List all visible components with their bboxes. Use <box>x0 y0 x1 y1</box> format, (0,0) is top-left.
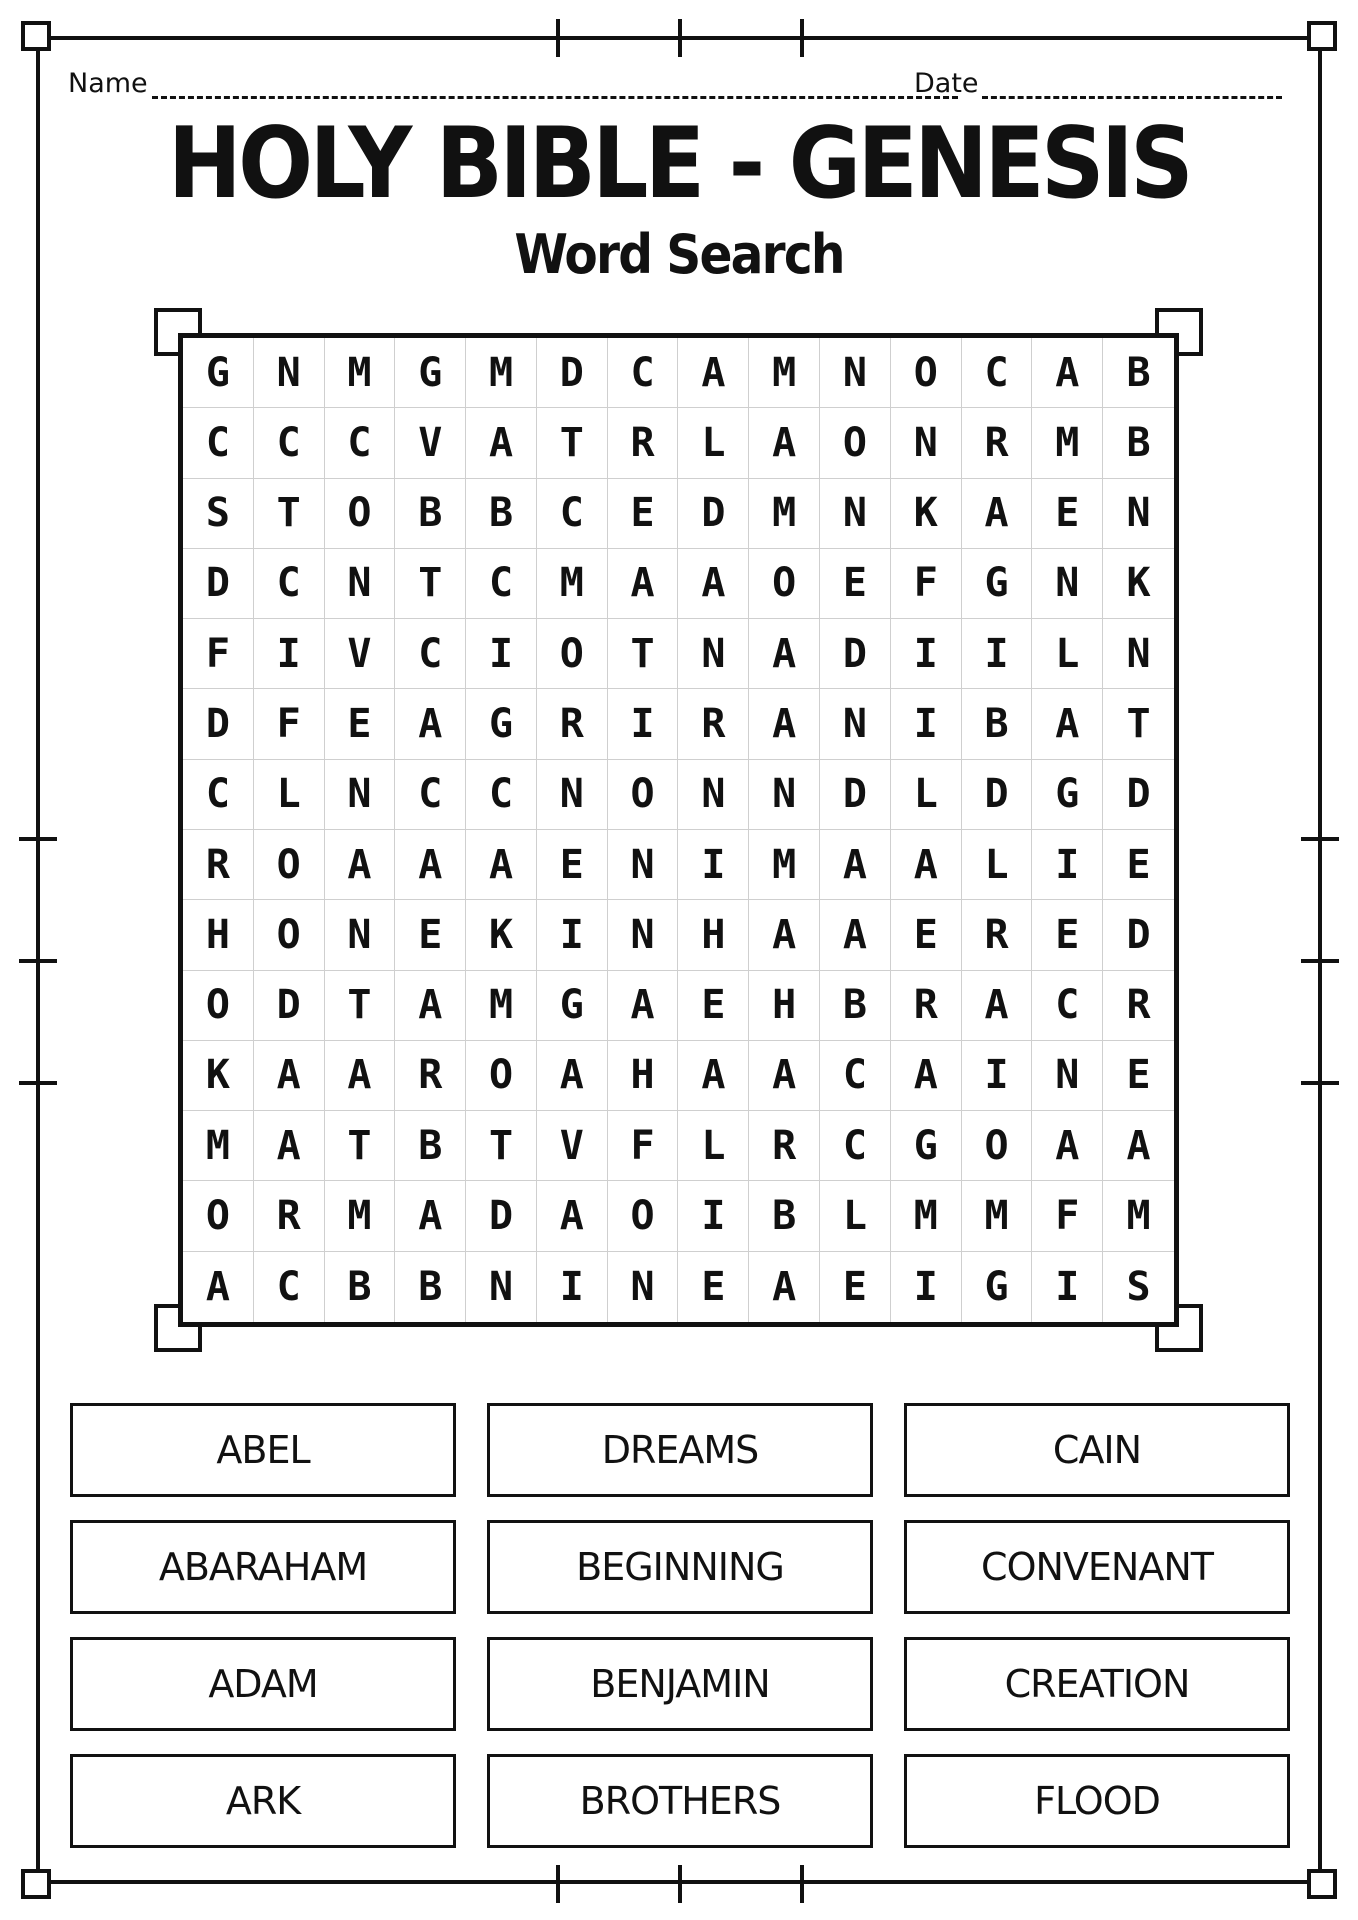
grid-cell[interactable]: E <box>395 900 466 970</box>
border-tick <box>19 1081 57 1085</box>
grid-cell[interactable]: C <box>820 1041 891 1111</box>
grid-cell[interactable]: T <box>254 479 325 549</box>
grid-cell[interactable]: A <box>254 1041 325 1111</box>
grid-cell[interactable]: E <box>1032 900 1103 970</box>
grid-cell[interactable]: A <box>962 971 1033 1041</box>
grid-cell[interactable]: C <box>608 338 679 408</box>
grid-cell[interactable]: M <box>466 338 537 408</box>
word-list-item: CONVENANT <box>904 1520 1290 1614</box>
grid-cell[interactable]: N <box>537 760 608 830</box>
grid-cell[interactable]: H <box>749 971 820 1041</box>
word-list-item: FLOOD <box>904 1754 1290 1848</box>
grid-cell[interactable]: C <box>183 760 254 830</box>
grid-cell[interactable]: R <box>1103 971 1174 1041</box>
grid-cell[interactable]: C <box>962 338 1033 408</box>
grid-cell[interactable]: G <box>466 689 537 759</box>
word-list-item: ABEL <box>70 1403 456 1497</box>
grid-cell[interactable]: C <box>254 408 325 478</box>
border-tick <box>556 19 560 57</box>
grid-cell[interactable]: O <box>254 900 325 970</box>
corner-square-top-right <box>1307 21 1337 51</box>
grid-cell[interactable]: I <box>962 619 1033 689</box>
corner-square-bottom-right <box>1307 1869 1337 1899</box>
grid-cell[interactable]: D <box>537 338 608 408</box>
grid-cell[interactable]: E <box>678 1252 749 1322</box>
grid-cell[interactable]: D <box>183 549 254 619</box>
word-list-item: BEGINNING <box>487 1520 873 1614</box>
grid-cell[interactable]: I <box>962 1041 1033 1111</box>
grid-cell[interactable]: A <box>891 830 962 900</box>
grid-cell[interactable]: L <box>820 1181 891 1251</box>
grid-cell[interactable]: E <box>678 971 749 1041</box>
grid-cell[interactable]: F <box>891 549 962 619</box>
grid-cell[interactable]: L <box>254 760 325 830</box>
grid-cell[interactable]: A <box>537 1041 608 1111</box>
grid-cell[interactable]: B <box>962 689 1033 759</box>
grid-cell[interactable]: V <box>537 1111 608 1181</box>
grid-cell[interactable]: D <box>1103 900 1174 970</box>
grid-cell[interactable]: O <box>537 619 608 689</box>
grid-cell[interactable]: D <box>962 760 1033 830</box>
grid-cell[interactable]: A <box>891 1041 962 1111</box>
grid-cell[interactable]: A <box>1032 689 1103 759</box>
grid-cell[interactable]: O <box>325 479 396 549</box>
grid-cell[interactable]: I <box>537 900 608 970</box>
grid-cell[interactable]: N <box>1103 619 1174 689</box>
border-tick <box>19 837 57 841</box>
grid-cell[interactable]: G <box>1032 760 1103 830</box>
grid-cell[interactable]: S <box>183 479 254 549</box>
grid-cell[interactable]: R <box>962 408 1033 478</box>
grid-cell[interactable]: A <box>395 689 466 759</box>
grid-cell[interactable]: E <box>820 1252 891 1322</box>
grid-cell[interactable]: A <box>749 900 820 970</box>
grid-cell[interactable]: N <box>608 900 679 970</box>
grid-cell[interactable]: A <box>1032 1111 1103 1181</box>
grid-cell[interactable]: M <box>466 971 537 1041</box>
grid-cell[interactable]: H <box>183 900 254 970</box>
grid-cell[interactable]: D <box>678 479 749 549</box>
grid-cell[interactable]: T <box>325 1111 396 1181</box>
grid-cell[interactable]: R <box>608 408 679 478</box>
grid-cell[interactable]: S <box>1126 1263 1151 1310</box>
grid-cell[interactable]: N <box>678 760 749 830</box>
grid-cell[interactable]: A <box>1103 1111 1174 1181</box>
grid-cell[interactable]: B <box>749 1181 820 1251</box>
grid-cell[interactable]: F <box>1032 1181 1103 1251</box>
grid-cell[interactable]: C <box>395 760 466 830</box>
grid-cell[interactable]: H <box>608 1041 679 1111</box>
grid-cell[interactable]: G <box>962 1252 1033 1322</box>
grid-cell[interactable]: A <box>749 1041 820 1111</box>
grid-cell[interactable]: B <box>325 1252 396 1322</box>
date-field[interactable] <box>982 96 1282 99</box>
grid-cell[interactable]: M <box>325 1181 396 1251</box>
word-search-area <box>178 333 1179 1327</box>
grid-cell[interactable]: B <box>1103 408 1174 478</box>
word-list-item: BENJAMIN <box>487 1637 873 1731</box>
word-list <box>70 1403 1290 1851</box>
grid-cell[interactable]: A <box>466 830 537 900</box>
grid-cell[interactable]: E <box>820 549 891 619</box>
grid-cell[interactable]: C <box>254 1252 325 1322</box>
grid-cell[interactable]: I <box>678 830 749 900</box>
grid-cell[interactable]: R <box>183 830 254 900</box>
grid-cell[interactable]: D <box>466 1181 537 1251</box>
grid-cell[interactable]: N <box>820 338 891 408</box>
grid-cell[interactable]: A <box>183 1252 254 1322</box>
border-tick <box>556 1865 560 1903</box>
grid-cell[interactable]: N <box>466 1252 537 1322</box>
grid-cell[interactable]: A <box>749 408 820 478</box>
grid-cell[interactable]: E <box>537 830 608 900</box>
grid-cell[interactable]: A <box>820 900 891 970</box>
worksheet-subtitle: Word Search <box>514 223 844 286</box>
word-list-item: CAIN <box>904 1403 1290 1497</box>
grid-cell[interactable]: O <box>183 1181 254 1251</box>
corner-square-bottom-left <box>21 1869 51 1899</box>
grid-cell[interactable]: A <box>1032 338 1103 408</box>
grid-cell[interactable]: D <box>820 760 891 830</box>
grid-cell[interactable]: T <box>325 971 396 1041</box>
grid-cell[interactable]: N <box>820 689 891 759</box>
grid-cell[interactable]: L <box>891 760 962 830</box>
worksheet-title: HOLY BIBLE - GENESIS <box>167 107 1191 221</box>
grid-cell[interactable]: K <box>1103 549 1174 619</box>
border-tick <box>800 19 804 57</box>
word-list-item: ARK <box>70 1754 456 1848</box>
grid-cell[interactable]: E <box>325 689 396 759</box>
grid-cell[interactable]: T <box>608 619 679 689</box>
grid-cell[interactable]: O <box>608 1181 679 1251</box>
grid-cell[interactable]: N <box>325 760 396 830</box>
grid-cell[interactable]: M <box>891 1181 962 1251</box>
grid-cell[interactable]: K <box>891 479 962 549</box>
border-tick <box>1301 1081 1339 1085</box>
corner-square-top-left <box>21 21 51 51</box>
grid-cell[interactable]: E <box>891 900 962 970</box>
grid-cell[interactable]: A <box>962 479 1033 549</box>
grid-cell[interactable]: T <box>466 1111 537 1181</box>
letter-grid <box>178 333 1179 1327</box>
word-list-item: BROTHERS <box>487 1754 873 1848</box>
word-list-item: DREAMS <box>487 1403 873 1497</box>
grid-cell[interactable]: A <box>254 1111 325 1181</box>
grid-cell[interactable]: A <box>395 830 466 900</box>
grid-cell[interactable]: O <box>608 760 679 830</box>
grid-cell[interactable]: C <box>254 549 325 619</box>
grid-cell[interactable]: O <box>183 971 254 1041</box>
grid-cell[interactable]: O <box>749 549 820 619</box>
grid-cell[interactable]: N <box>820 479 891 549</box>
grid-cell[interactable]: R <box>962 900 1033 970</box>
grid-cell[interactable]: A <box>678 338 749 408</box>
grid-cell[interactable]: E <box>1103 1041 1174 1111</box>
grid-cell[interactable]: A <box>325 830 396 900</box>
grid-cell[interactable]: R <box>749 1111 820 1181</box>
grid-cell[interactable]: C <box>537 479 608 549</box>
grid-cell[interactable]: F <box>608 1111 679 1181</box>
grid-cell[interactable]: I <box>254 619 325 689</box>
grid-cell[interactable]: N <box>891 408 962 478</box>
grid-cell[interactable]: I <box>891 619 962 689</box>
name-date-header <box>68 66 1290 106</box>
grid-cell[interactable]: O <box>962 1111 1033 1181</box>
grid-cell[interactable]: A <box>395 971 466 1041</box>
grid-cell[interactable]: I <box>891 1252 962 1322</box>
grid-cell[interactable]: M <box>749 479 820 549</box>
grid-cell[interactable]: O <box>254 830 325 900</box>
grid-cell[interactable]: L <box>678 1111 749 1181</box>
grid-cell[interactable]: O <box>820 408 891 478</box>
grid-cell[interactable]: M <box>749 830 820 900</box>
grid-cell[interactable]: A <box>395 1181 466 1251</box>
grid-cell[interactable]: C <box>325 408 396 478</box>
border-tick <box>678 19 682 57</box>
grid-cell[interactable]: A <box>537 1181 608 1251</box>
grid-cell[interactable]: M <box>749 338 820 408</box>
grid-cell[interactable]: R <box>537 689 608 759</box>
grid-cell[interactable]: T <box>537 408 608 478</box>
grid-cell[interactable]: M <box>1103 1181 1174 1251</box>
grid-cell[interactable]: L <box>1032 619 1103 689</box>
border-tick <box>19 959 57 963</box>
grid-cell[interactable]: I <box>1032 1252 1103 1322</box>
grid-cell[interactable]: L <box>962 830 1033 900</box>
grid-cell[interactable]: K <box>183 1041 254 1111</box>
grid-cell[interactable]: G <box>891 1111 962 1181</box>
grid-cell[interactable]: C <box>466 760 537 830</box>
grid-cell[interactable]: M <box>537 549 608 619</box>
grid-cell[interactable]: M <box>183 1111 254 1181</box>
grid-cell[interactable]: K <box>466 900 537 970</box>
grid-cell[interactable]: F <box>183 619 254 689</box>
grid-cell[interactable]: N <box>1032 1041 1103 1111</box>
grid-cell[interactable]: N <box>325 549 396 619</box>
name-label: Name <box>68 68 148 99</box>
grid-cell[interactable]: N <box>254 338 325 408</box>
grid-cell[interactable]: C <box>395 619 466 689</box>
grid-cell[interactable]: V <box>325 619 396 689</box>
grid-cell[interactable]: A <box>325 1041 396 1111</box>
grid-cell[interactable]: A <box>678 1041 749 1111</box>
grid-cell[interactable]: E <box>1103 830 1174 900</box>
grid-cell[interactable]: G <box>537 971 608 1041</box>
grid-cell[interactable]: D <box>820 619 891 689</box>
grid-cell[interactable]: I <box>891 689 962 759</box>
grid-cell[interactable]: N <box>749 760 820 830</box>
grid-cell[interactable]: A <box>749 619 820 689</box>
border-tick <box>1301 837 1339 841</box>
grid-cell[interactable]: I <box>466 619 537 689</box>
grid-cell[interactable]: B <box>466 479 537 549</box>
grid-cell[interactable]: M <box>325 338 396 408</box>
grid-cell[interactable]: O <box>891 338 962 408</box>
grid-cell[interactable]: M <box>962 1181 1033 1251</box>
border-tick <box>1301 959 1339 963</box>
grid-cell[interactable]: B <box>395 1111 466 1181</box>
grid-cell[interactable]: F <box>254 689 325 759</box>
grid-cell[interactable]: A <box>749 1252 820 1322</box>
grid-cell[interactable]: A <box>608 549 679 619</box>
grid-cell[interactable]: A <box>678 549 749 619</box>
grid-cell[interactable]: E <box>1032 479 1103 549</box>
grid-cell[interactable]: I <box>678 1181 749 1251</box>
grid-cell[interactable]: C <box>183 408 254 478</box>
word-list-item: ABARAHAM <box>70 1520 456 1614</box>
grid-cell[interactable]: I <box>608 689 679 759</box>
grid-cell[interactable]: G <box>962 549 1033 619</box>
grid-cell[interactable]: D <box>1103 760 1174 830</box>
word-list-item: ADAM <box>70 1637 456 1731</box>
grid-cell[interactable]: A <box>466 408 537 478</box>
grid-cell[interactable]: A <box>820 830 891 900</box>
grid-cell[interactable]: L <box>678 408 749 478</box>
grid-cell[interactable]: E <box>608 479 679 549</box>
grid-cell[interactable]: D <box>183 689 254 759</box>
grid-cell[interactable]: C <box>1032 971 1103 1041</box>
grid-cell[interactable]: A <box>749 689 820 759</box>
grid-cell[interactable]: G <box>183 338 254 408</box>
grid-cell[interactable]: H <box>678 900 749 970</box>
grid-cell[interactable]: N <box>1032 549 1103 619</box>
grid-cell[interactable]: C <box>820 1111 891 1181</box>
grid-cell[interactable]: M <box>1032 408 1103 478</box>
border-tick <box>678 1865 682 1903</box>
grid-cell[interactable]: R <box>891 971 962 1041</box>
grid-cell[interactable]: I <box>1032 830 1103 900</box>
grid-cell[interactable]: T <box>395 549 466 619</box>
grid-cell[interactable]: O <box>466 1041 537 1111</box>
grid-cell[interactable]: T <box>1103 689 1174 759</box>
grid-cell[interactable]: N <box>325 900 396 970</box>
grid-cell[interactable]: N <box>608 830 679 900</box>
grid-cell[interactable]: G <box>395 338 466 408</box>
grid-cell[interactable]: N <box>1103 479 1174 549</box>
grid-cell[interactable]: V <box>395 408 466 478</box>
border-tick <box>800 1865 804 1903</box>
word-list-item: CREATION <box>904 1637 1290 1731</box>
grid-cell[interactable]: D <box>254 971 325 1041</box>
grid-cell[interactable]: R <box>395 1041 466 1111</box>
grid-cell[interactable]: R <box>254 1181 325 1251</box>
grid-cell[interactable]: B <box>395 479 466 549</box>
grid-cell[interactable]: R <box>678 689 749 759</box>
grid-cell[interactable]: N <box>678 619 749 689</box>
grid-cell[interactable]: C <box>466 549 537 619</box>
name-field[interactable] <box>152 96 958 99</box>
grid-cell[interactable]: B <box>395 1252 466 1322</box>
grid-cell[interactable]: I <box>537 1252 608 1322</box>
grid-cell[interactable]: A <box>608 971 679 1041</box>
grid-cell[interactable]: B <box>820 971 891 1041</box>
grid-cell[interactable]: N <box>608 1252 679 1322</box>
date-label: Date <box>914 68 979 99</box>
grid-cell[interactable]: B <box>1103 338 1174 408</box>
